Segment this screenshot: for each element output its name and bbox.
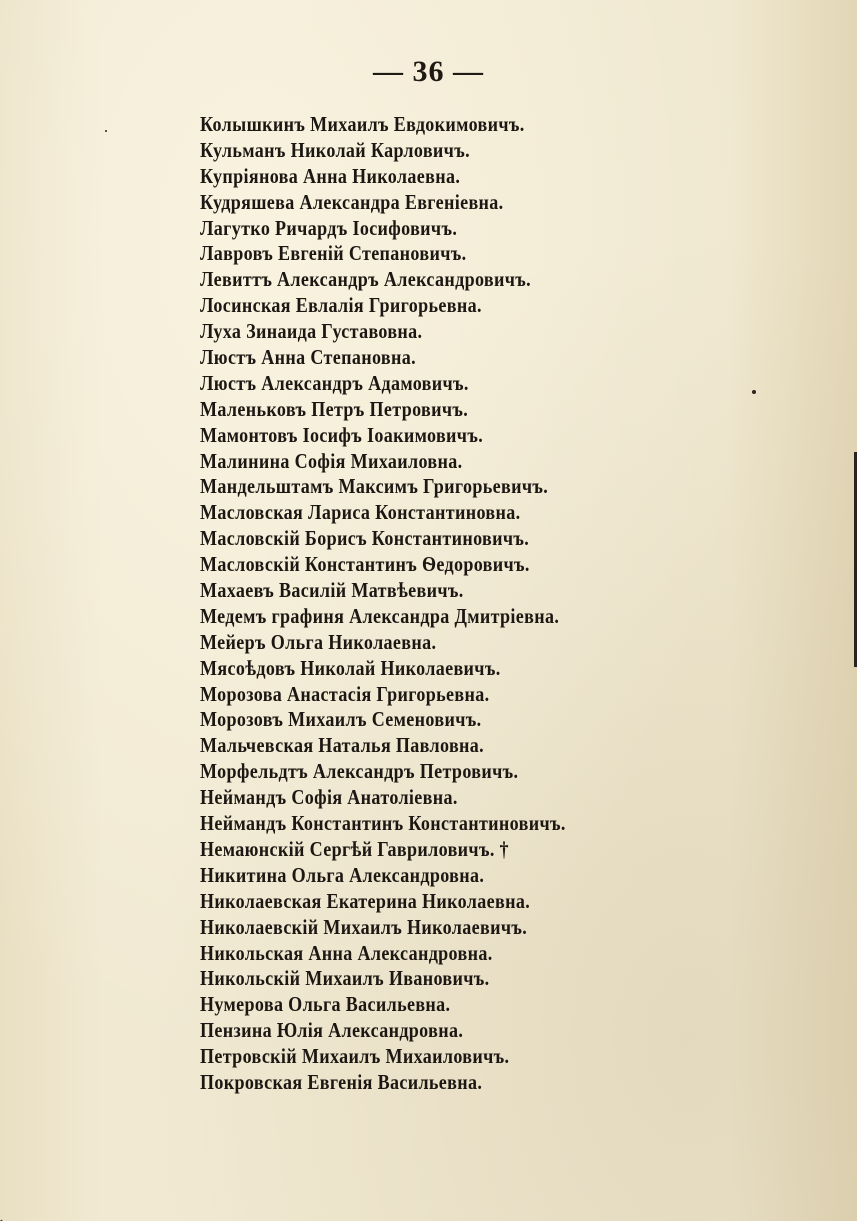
list-item: Мамонтовъ Іосифъ Іоакимовичъ.: [200, 422, 484, 447]
list-item: Неймандъ Константинъ Константиновичъ.: [200, 811, 566, 836]
list-item: Никольскій Михаилъ Ивановичъ.: [200, 966, 490, 991]
name-list: [200, 112, 625, 1096]
list-item: Морозова Анастасія Григорьевна.: [200, 681, 490, 706]
list-item: Никитина Ольга Александровна.: [200, 862, 485, 887]
list-item: Луха Зинаида Густавовна.: [200, 319, 423, 344]
list-item: Махаевъ Василій Матвѣевичъ.: [200, 578, 464, 603]
corner-fold-mark: [0, 1204, 33, 1221]
list-item: Немаюнскій Сергѣй Гавриловичъ. †: [200, 836, 509, 861]
list-item: Масловская Лариса Константиновна.: [200, 500, 521, 525]
ink-speck: [105, 130, 107, 132]
list-item: Купріянова Анна Николаевна.: [200, 163, 461, 188]
list-item: Никольская Анна Александровна.: [200, 940, 493, 965]
list-item: Кульманъ Николай Карловичъ.: [200, 137, 470, 162]
list-item: Николаевская Екатерина Николаевна.: [200, 888, 531, 913]
list-item: Люстъ Александръ Адамовичъ.: [200, 370, 469, 395]
list-item: Люстъ Анна Степановна.: [200, 345, 416, 370]
list-item: Мейеръ Ольга Николаевна.: [200, 629, 437, 654]
list-item: Мясоѣдовъ Николай Николаевичъ.: [200, 655, 501, 680]
list-item: Малинина Софія Михаиловна.: [200, 448, 463, 473]
list-item: Лагутко Ричардъ Іосифовичъ.: [200, 215, 458, 240]
list-item: Петровскій Михаилъ Михаиловичъ.: [200, 1044, 510, 1069]
list-item: Масловскій Константинъ Ѳедоровичъ.: [200, 552, 530, 577]
list-item: Мальчевская Наталья Павловна.: [200, 733, 485, 758]
list-item: Лавровъ Евгеній Степановичъ.: [200, 241, 467, 266]
list-item: Маленьковъ Петръ Петровичъ.: [200, 396, 469, 421]
list-item: Мандельштамъ Максимъ Григорьевичъ.: [200, 474, 549, 499]
list-item: Медемъ графиня Александра Дмитріевна.: [200, 603, 560, 628]
list-item: Неймандъ Софія Анатоліевна.: [200, 785, 458, 810]
list-item: Лосинская Евлалія Григорьевна.: [200, 293, 482, 318]
list-item: Масловскій Борисъ Константиновичъ.: [200, 526, 530, 551]
list-item: Левиттъ Александръ Александровичъ.: [200, 267, 532, 292]
list-item: Морфельдтъ Александръ Петровичъ.: [200, 759, 519, 784]
list-item: Покровская Евгенія Васильевна.: [200, 1069, 483, 1094]
list-item: Колышкинъ Михаилъ Евдокимовичъ.: [200, 112, 525, 136]
list-item: Морозовъ Михаилъ Семеновичъ.: [200, 707, 482, 732]
page-number: — 36 —: [373, 55, 484, 88]
list-item: Нумерова Ольга Васильевна.: [200, 992, 451, 1017]
list-item: Николаевскій Михаилъ Николаевичъ.: [200, 914, 528, 939]
list-item: Кудряшева Александра Евгеніевна.: [200, 189, 504, 214]
list-item: Пензина Юлія Александровна.: [200, 1018, 464, 1043]
ink-speck: [752, 390, 756, 394]
